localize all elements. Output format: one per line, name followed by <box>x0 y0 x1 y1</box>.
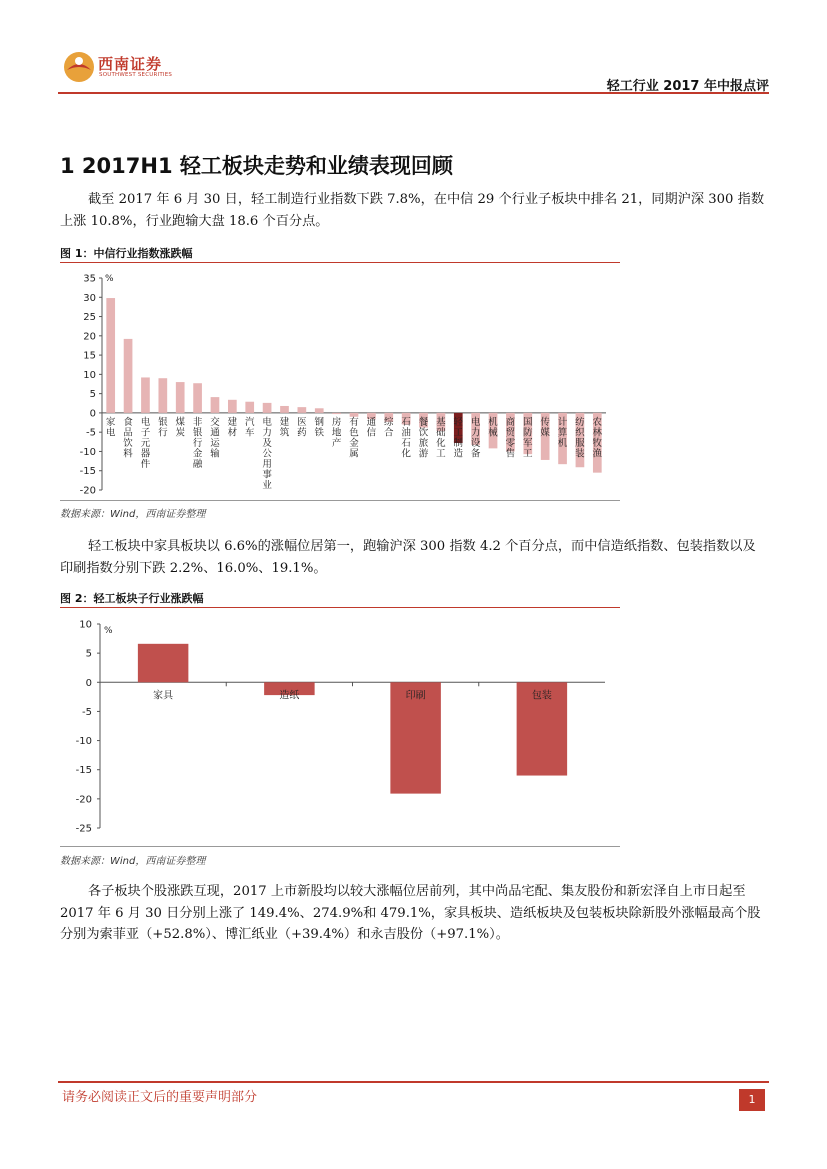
category-label: 通信 <box>366 416 377 439</box>
category-label: 有色金属 <box>349 416 359 460</box>
y-tick-label: -15 <box>79 466 96 478</box>
category-label: 交通运输 <box>210 416 220 460</box>
header-divider <box>58 92 769 94</box>
y-tick-label: -5 <box>86 427 96 439</box>
y-tick-label: -20 <box>79 485 96 497</box>
y-tick-label: -20 <box>75 794 92 806</box>
y-tick-label: 25 <box>83 312 96 324</box>
category-label: 银行 <box>158 416 168 439</box>
y-tick-label: 5 <box>89 389 96 401</box>
category-label: 建材 <box>227 416 238 439</box>
category-label: 石油石化 <box>401 416 411 460</box>
figure-2-bottom-rule <box>60 846 620 847</box>
bar <box>263 403 272 413</box>
y-unit-label: % <box>104 626 113 636</box>
figure-1-top-rule <box>60 262 620 263</box>
paragraph-1: 截至 2017 年 6 月 30 日，轻工制造行业指数下跌 7.8%，在中信 29 个行业子板块中排名 21，同期沪深 300 指数上涨 10.8%，行业跑输大盘 18.6 个百分点。 <box>60 192 765 229</box>
paragraph-2: 轻工板块中家具板块以 6.6%的涨幅位居第一，跑输沪深 300 指数 4.2 个百分点，而中信造纸指数、包装指数以及印刷指数分别下跌 2.2%、16.0%、19.1%。 <box>60 539 756 576</box>
bar <box>228 400 237 413</box>
y-tick-label: -25 <box>75 823 92 835</box>
y-unit-label: % <box>105 274 114 284</box>
bar <box>138 644 189 682</box>
bar <box>332 413 341 414</box>
category-label: 轻工制造 <box>453 416 464 460</box>
category-label: 国防军工 <box>523 416 533 460</box>
category-label: 房地产 <box>331 416 342 449</box>
figure-1-bottom-rule <box>60 500 620 501</box>
footer-disclaimer: 请务必阅读正文后的重要声明部分 <box>62 1090 258 1105</box>
category-label: 电力及公用事业 <box>262 416 272 491</box>
bar <box>124 339 133 413</box>
bar <box>280 406 289 413</box>
y-tick-label: 20 <box>83 331 96 343</box>
y-tick-label: 15 <box>83 350 96 362</box>
y-tick-label: 10 <box>79 619 92 631</box>
category-label: 医药 <box>297 416 307 439</box>
y-tick-label: -10 <box>75 736 92 748</box>
category-label: 钢铁 <box>314 416 324 439</box>
figure-1-chart <box>60 268 620 498</box>
bar <box>315 408 324 413</box>
category-label: 食品饮料 <box>123 416 133 460</box>
y-tick-label: -5 <box>82 706 92 718</box>
y-tick-label: 30 <box>83 292 96 304</box>
header-title: 轻工行业 2017 年中报点评 <box>606 79 769 94</box>
category-label: 农林牧渔 <box>592 416 603 460</box>
y-tick-label: 0 <box>85 677 92 689</box>
category-label: 造纸 <box>279 690 300 702</box>
logo-text-cn: 西南证券 <box>98 55 163 73</box>
category-label: 机械 <box>488 416 498 439</box>
category-label: 综合 <box>384 416 394 439</box>
category-label: 包装 <box>531 690 552 702</box>
category-label: 家电 <box>105 416 116 439</box>
bar <box>298 407 307 413</box>
logo-emblem-icon <box>62 50 96 84</box>
y-tick-label: 35 <box>83 273 96 285</box>
bar <box>211 397 220 413</box>
category-label: 电力设备 <box>470 416 481 460</box>
category-label: 计算机 <box>557 416 568 449</box>
section-title: 1 2017H1 轻工板块走势和业绩表现回顾 <box>60 154 453 178</box>
y-tick-label: -10 <box>79 446 96 458</box>
bar <box>141 377 150 412</box>
page-number: 1 <box>739 1089 765 1111</box>
category-label: 餐饮旅游 <box>418 416 429 460</box>
logo-text-en: SOUTHWEST SECURITIES <box>99 72 173 78</box>
y-tick-label: 0 <box>89 408 96 420</box>
y-tick-label: -15 <box>75 765 92 777</box>
figure-2-title: 图 2：轻工板块子行业涨跌幅 <box>60 592 204 605</box>
figure-2-top-rule <box>60 607 620 608</box>
paragraph-3: 各子板块个股涨跌互现，2017 上市新股均以较大涨幅位居前列，其中尚品宅配、集友股份和新宏泽自上市日起至 2017 年 6 月 30 日分别上涨了 149.4%、274.9%和 479.1%，家具板块、造纸板块及包装板块除新股外涨幅最高个股分别为索菲亚（+52.8%）、博汇纸业（+39.4%）和永吉股份（+97.1%）。 <box>60 884 761 942</box>
figure-2-source: 数据来源：Wind，西南证券整理 <box>60 856 206 867</box>
figure-1-title: 图 1：中信行业指数涨跌幅 <box>60 247 193 260</box>
category-label: 汽车 <box>244 416 255 439</box>
bar <box>176 382 185 413</box>
category-label: 电子元器件 <box>140 416 151 470</box>
figure-2-chart <box>60 612 620 842</box>
bar <box>158 378 167 413</box>
category-label: 建筑 <box>279 416 290 439</box>
bar <box>245 402 254 413</box>
footer-divider <box>58 1081 769 1083</box>
category-label: 印刷 <box>405 690 426 702</box>
category-label: 家具 <box>153 690 174 702</box>
y-tick-label: 10 <box>83 369 96 381</box>
bar <box>106 298 115 413</box>
category-label: 商贸零售 <box>505 416 516 460</box>
logo <box>62 50 177 86</box>
category-label: 非银行金融 <box>192 416 203 470</box>
y-tick-label: 5 <box>85 648 92 660</box>
bar <box>193 383 202 413</box>
category-label: 传媒 <box>540 416 550 439</box>
figure-1-source: 数据来源：Wind，西南证券整理 <box>60 509 206 520</box>
category-label: 煤炭 <box>175 416 185 439</box>
category-label: 纺织服装 <box>575 416 585 460</box>
category-label: 基础化工 <box>436 416 446 460</box>
